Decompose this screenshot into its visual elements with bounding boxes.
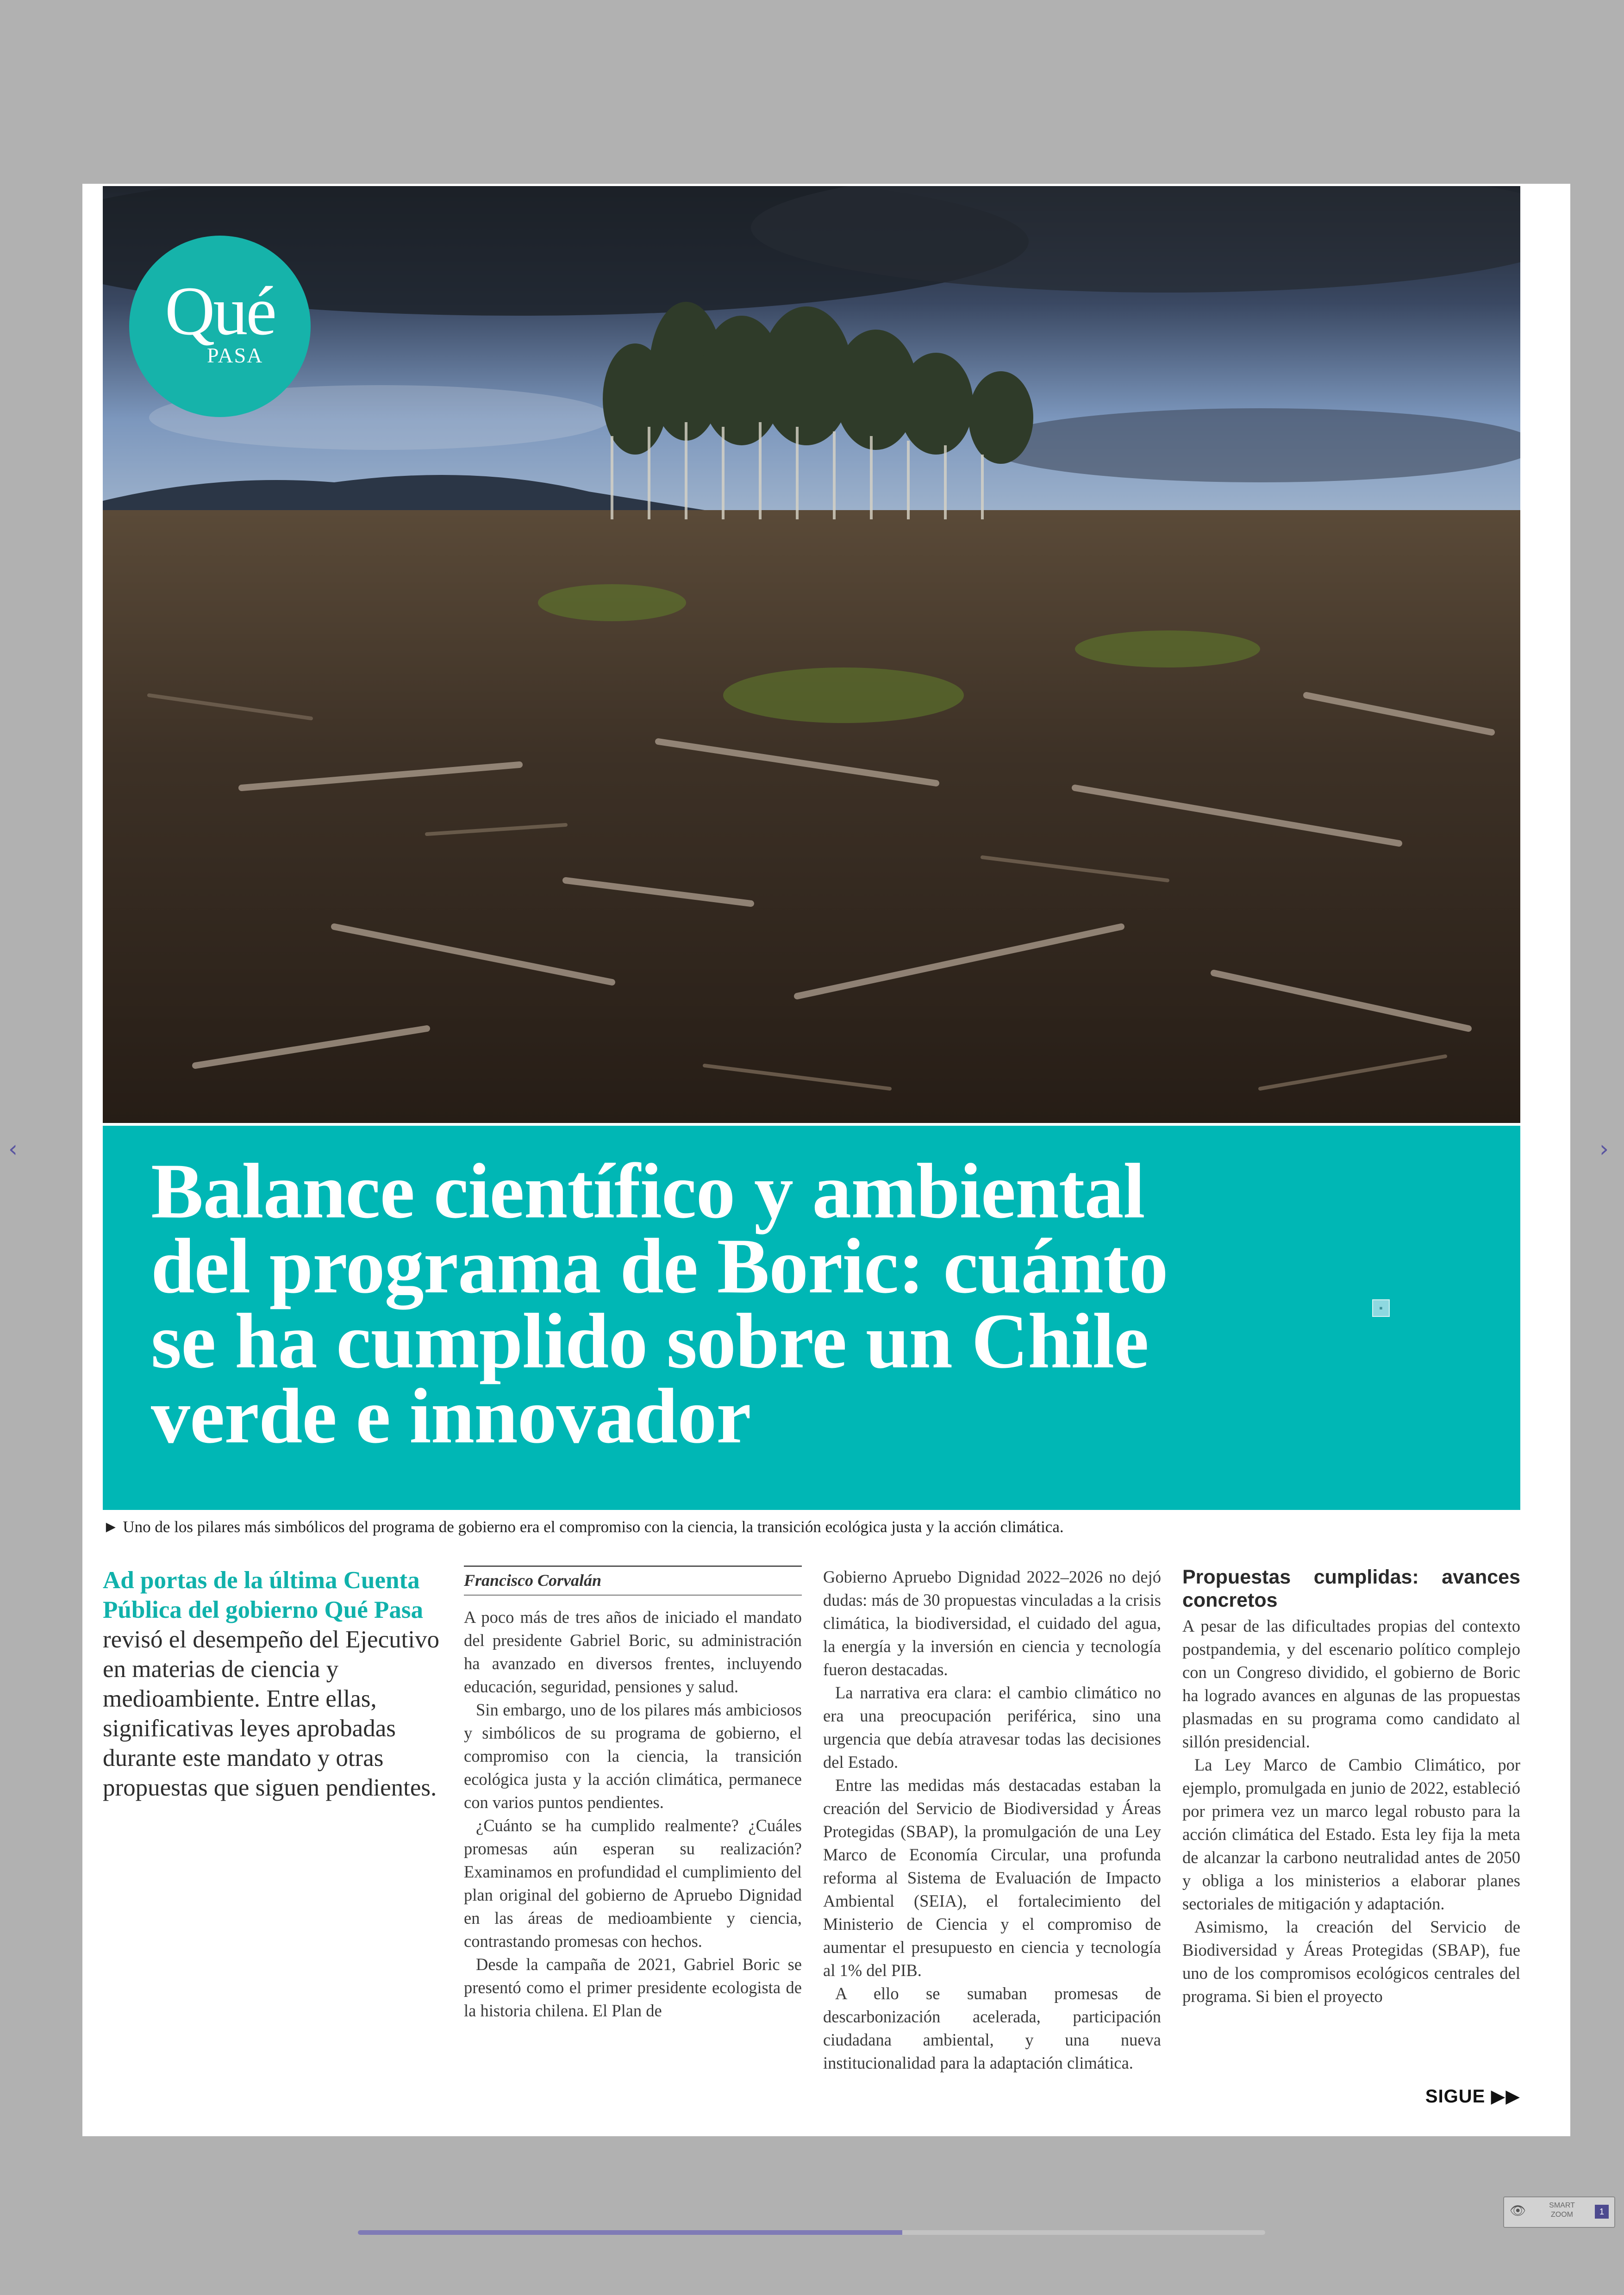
paragraph: La Ley Marco de Cambio Climático, por ejemplo, promulgada en junio de 2022, estableció por primera vez un marco legal robusto para la acción climática del Estado. Esta ley fija la meta de alcanzar la carbono neutralidad antes de 2050 y obliga a los ministerios a elaborar planes sectoriales de mitigación y adaptación. [1182,1755,1520,1913]
section-subhead: Propuestas cumplidas: avances concretos [1182,1566,1520,1611]
article-column-1 [464,1565,802,2022]
lead-text: revisó el desempeño del Ejecutivo en materias de ciencia y medioambiente. Entre ellas, significativas leyes aprobadas durante este mandato y otras propuestas que siguen pendientes. [103,1626,440,1801]
paragraph: A pesar de las dificultades propias del contexto postpandemia, y del escenario político complejo con un Congreso dividido, el gobierno de Boric ha logrado avances en algunas de las propuestas plasmadas en su programa como candidato al sillón presidencial. [1182,1616,1520,1751]
paragraph: A poco más de tres años de iniciado el mandato del presidente Gabriel Boric, su administración ha avanzado en diversos frentes, incluyendo educación, seguridad, pensiones y salud. [464,1608,802,1696]
headline-band [103,1126,1520,1510]
smart-zoom-button[interactable] [1503,2196,1615,2228]
progress-fill [358,2230,902,2235]
headline: Balance científico y ambiental del programa de Boric: cuánto se ha cumplido sobre un Chile verde e innovador [151,1148,1168,1459]
article-column-2 [823,1565,1161,2075]
clearcut-forest-illustration [103,186,1520,1123]
logo-main-text: Qué [165,273,275,349]
embedded-media-icon[interactable]: ▪ [1372,1299,1390,1317]
magazine-page [82,184,1570,2136]
paragraph: Gobierno Apruebo Dignidad 2022–2026 no dejó dudas: más de 30 propuestas vinculadas a la crisis climática, la biodiversidad, el cuidado del agua, la energía y la inversión en ciencia y tecnología fueron destacadas. [823,1567,1161,1679]
continue-marker: SIGUE ▶▶ [1425,2086,1520,2107]
logo-sub-text: PASA [207,343,263,367]
photo-caption: ► Uno de los pilares más simbólicos del programa de gobierno era el compromiso con la ciencia, la transición ecológica justa y la acción climática. [103,1518,1064,1536]
paragraph: Desde la campaña de 2021, Gabriel Boric se presentó como el primer presidente ecologista de la historia chilena. El Plan de [464,1955,802,2020]
article-lead [103,1565,441,1802]
paragraph: La narrativa era clara: el cambio climático no era una preocupación periférica, sino una urgencia que debía atravesar todas las decisiones del Estado. [823,1683,1161,1771]
eye-icon: 👁 [1510,2203,1526,2218]
smart-zoom-label: SMART ZOOM [1549,2201,1575,2219]
paragraph: A ello se sumaban promesas de descarbonización acelerada, participación ciudadana ambiental, y una nueva institucionalidad para la adaptación climática. [823,1984,1161,2072]
que-pasa-logo [129,236,311,417]
page-progress-bar[interactable] [358,2230,1265,2235]
article-column-3 [1182,1565,1520,2008]
paragraph: ¿Cuánto se ha cumplido realmente? ¿Cuáles promesas aún esperan su realización? Examinamos en profundidad el cumplimiento del plan original del gobierno de Apruebo Dignidad en las áreas de medioambiente y ciencia, contrastando promesas con hechos. [464,1816,802,1951]
next-page-icon[interactable]: › [1599,1135,1609,1162]
page-badge: 1 [1595,2205,1609,2219]
paragraph: Sin embargo, uno de los pilares más ambiciosos y simbólicos de su programa de gobierno, el compromiso con la ciencia, la transición ecológica justa y la acción climática, permanece con varios puntos pendientes. [464,1700,802,1812]
lead-highlight: Ad portas de la última Cuenta Pública del gobierno Qué Pasa [103,1567,423,1623]
byline: Francisco Corvalán [464,1565,802,1596]
prev-page-icon[interactable]: ‹ [8,1135,18,1162]
paragraph: Asimismo, la creación del Servicio de Biodiversidad y Áreas Protegidas (SBAP), fue uno de los compromisos ecológicos centrales del programa. Si bien el proyecto [1182,1917,1520,2006]
cover-photo [103,186,1520,1123]
paragraph: Entre las medidas más destacadas estaban la creación del Servicio de Biodiversidad y Áreas Protegidas (SBAP), la promulgación de una Ley Marco de Economía Circular, una profunda reforma al Sistema de Evaluación de Impacto Ambiental (SEIA), el fortalecimiento del Ministerio de Ciencia y el compromiso de aumentar el presupuesto en ciencia y tecnología al 1% del PIB. [823,1776,1161,1980]
